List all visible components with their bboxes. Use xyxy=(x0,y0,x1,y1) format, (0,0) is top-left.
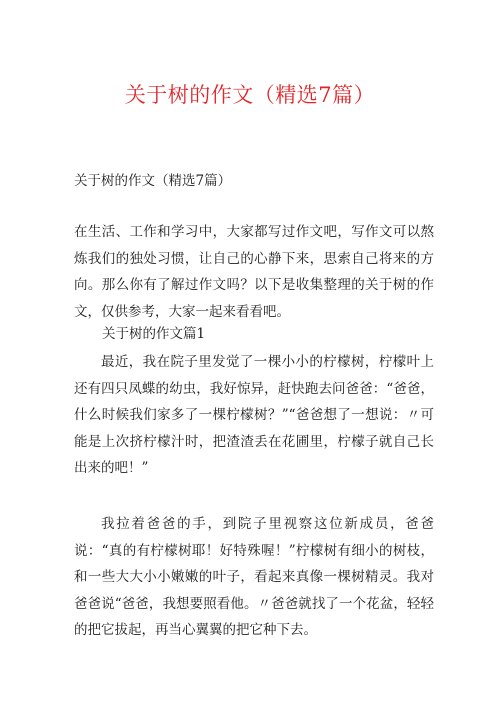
body-paragraph: 最近，我在院子里发觉了一棵小小的柠檬树，柠檬叶上还有四只凤蝶的幼虫，我好惊异，赶快跑去问爸爸：“爸爸，什么时候我们家多了一棵柠檬树？”“爸爸想了一想说：〃可能是上次挤柠檬汁时，把渣渣丢在花圃里，柠檬子就自己长出来的吧！” xyxy=(74,354,434,476)
section-heading: 关于树的作文篇1 xyxy=(102,326,206,342)
document-subtitle: 关于树的作文（精选7篇） xyxy=(74,173,232,189)
body-paragraph: 我拉着爸爸的手，到院子里视察这位新成员，爸爸说：“真的有柠檬树耶！好特殊喔！”柠檬树有细小的树枝，和一些大大小小嫩嫩的叶子，看起来真像一棵树精灵。我对爸爸说“爸爸，我想要照看他。〃爸爸就找了一个花盆，轻轻的把它拔起，再当心翼翼的把它种下去。 xyxy=(74,516,434,638)
document-title: 关于树的作文（精选7篇） xyxy=(124,83,376,107)
intro-paragraph: 在生活、工作和学习中，大家都写过作文吧，写作文可以熬炼我们的独处习惯，让自己的心静下来，思索自己将来的方向。那么你有了解过作文吗？以下是收集整理的关于树的作文，仅供参考，大家一起来看看吧。 xyxy=(74,224,434,320)
